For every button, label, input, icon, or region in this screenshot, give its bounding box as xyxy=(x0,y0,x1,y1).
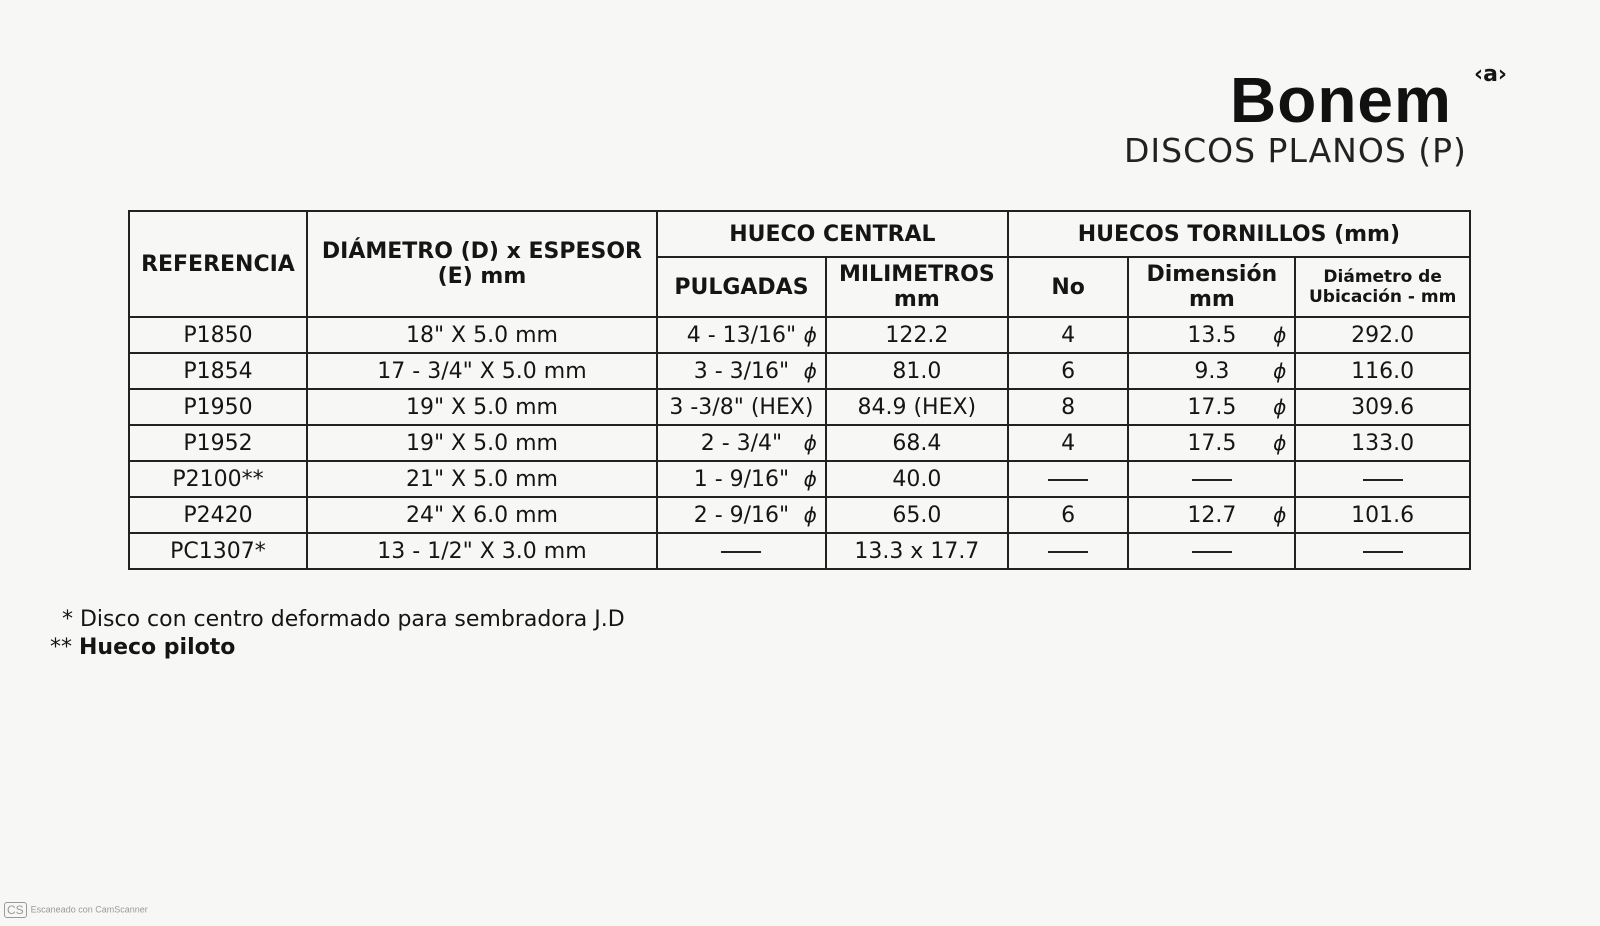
footnote-2-text: Hueco piloto xyxy=(79,635,236,660)
cell-pulgadas-value: 2 - 3/4" xyxy=(700,430,783,456)
cell-referencia-value: P1850 xyxy=(183,322,253,348)
table-row xyxy=(129,533,1470,569)
cell-no xyxy=(1008,389,1129,425)
header-dimension: Dimensión mm xyxy=(1128,257,1295,317)
cell-milimetros xyxy=(826,353,1008,389)
table-row xyxy=(129,317,1470,353)
cell-ubicacion-value: 309.6 xyxy=(1351,394,1415,420)
cell-referencia xyxy=(129,353,307,389)
cell-diametro xyxy=(307,497,657,533)
header-diametro: DIÁMETRO (D) x ESPESOR (E) mm xyxy=(307,211,657,317)
spec-table xyxy=(128,210,1471,570)
header-no: No xyxy=(1008,257,1129,317)
cell-milimetros-value: 40.0 xyxy=(892,466,942,492)
brand-logo: Bonem xyxy=(1230,64,1452,136)
cell-diametro xyxy=(307,425,657,461)
table-row xyxy=(129,389,1470,425)
cell-pulgadas xyxy=(657,533,826,569)
cell-diametro xyxy=(307,533,657,569)
diameter-symbol-icon: ϕ xyxy=(803,503,817,527)
cell-ubicacion xyxy=(1295,425,1470,461)
cell-dimension-value: 9.3 xyxy=(1194,358,1230,384)
empty-dash xyxy=(1192,551,1232,553)
cell-pulgadas xyxy=(657,425,826,461)
cell-referencia xyxy=(129,533,307,569)
cell-ubicacion xyxy=(1295,389,1470,425)
cell-dimension xyxy=(1128,461,1295,497)
cell-no xyxy=(1008,497,1129,533)
cell-diametro-value: 19" X 5.0 mm xyxy=(405,394,558,420)
cell-no-value: 4 xyxy=(1061,430,1076,456)
cell-ubicacion xyxy=(1295,533,1470,569)
cell-ubicacion-value: 116.0 xyxy=(1351,358,1415,384)
footnote-2 xyxy=(50,634,625,662)
header-huecos-tornillos: HUECOS TORNILLOS (mm) xyxy=(1008,211,1470,257)
cell-referencia-value: P2100** xyxy=(172,466,264,492)
cell-diametro-value: 24" X 6.0 mm xyxy=(405,502,558,528)
cell-diametro-value: 17 - 3/4" X 5.0 mm xyxy=(377,358,587,384)
cell-pulgadas xyxy=(657,461,826,497)
diameter-symbol-icon: ϕ xyxy=(1273,323,1287,347)
cell-referencia xyxy=(129,497,307,533)
cell-referencia-value: P1950 xyxy=(183,394,253,420)
diameter-symbol-icon: ϕ xyxy=(1273,395,1287,419)
cell-referencia xyxy=(129,425,307,461)
cell-pulgadas-value: 2 - 9/16" xyxy=(693,502,790,528)
cell-milimetros-value: 84.9 (HEX) xyxy=(857,394,977,420)
empty-dash xyxy=(1363,479,1403,481)
cell-milimetros-value: 122.2 xyxy=(885,322,949,348)
header-milimetros: MILIMETROS mm xyxy=(826,257,1008,317)
header-referencia: REFERENCIA xyxy=(129,211,307,317)
cell-pulgadas xyxy=(657,389,826,425)
footnotes xyxy=(50,606,625,662)
cell-no xyxy=(1008,461,1129,497)
diameter-symbol-icon: ϕ xyxy=(803,467,817,491)
empty-dash xyxy=(1048,479,1088,481)
cell-ubicacion xyxy=(1295,353,1470,389)
cell-pulgadas xyxy=(657,353,826,389)
cell-milimetros-value: 65.0 xyxy=(892,502,942,528)
cell-dimension xyxy=(1128,389,1295,425)
cell-no-value: 6 xyxy=(1061,502,1076,528)
cell-milimetros xyxy=(826,533,1008,569)
cell-referencia-value: PC1307* xyxy=(170,538,266,564)
cell-diametro-value: 21" X 5.0 mm xyxy=(405,466,558,492)
footnote-1: * Disco con centro deformado para sembradora J.D xyxy=(62,607,625,632)
cell-referencia-value: P1952 xyxy=(183,430,253,456)
cell-dimension-value: 13.5 xyxy=(1187,322,1237,348)
cell-pulgadas xyxy=(657,317,826,353)
cell-no xyxy=(1008,317,1129,353)
cell-pulgadas-value: 3 - 3/16" xyxy=(693,358,790,384)
header-diametro-ubicacion: Diámetro de Ubicación - mm xyxy=(1295,257,1470,317)
cell-milimetros xyxy=(826,317,1008,353)
diameter-symbol-icon: ϕ xyxy=(803,431,817,455)
cell-dimension-value: 17.5 xyxy=(1187,430,1237,456)
cell-diametro-value: 13 - 1/2" X 3.0 mm xyxy=(377,538,587,564)
header-hueco-central: HUECO CENTRAL xyxy=(657,211,1008,257)
cell-referencia xyxy=(129,389,307,425)
cell-dimension xyxy=(1128,533,1295,569)
footnote-2-mark: ** xyxy=(50,635,72,660)
empty-dash xyxy=(1192,479,1232,481)
cell-diametro xyxy=(307,353,657,389)
table-row xyxy=(129,497,1470,533)
cell-no-value: 6 xyxy=(1061,358,1076,384)
cell-referencia-value: P1854 xyxy=(183,358,253,384)
empty-dash xyxy=(1048,551,1088,553)
cell-milimetros xyxy=(826,497,1008,533)
cell-diametro-value: 18" X 5.0 mm xyxy=(405,322,558,348)
cell-pulgadas-value: 4 - 13/16" xyxy=(686,322,797,348)
cell-pulgadas xyxy=(657,497,826,533)
brand-mark-icon: ‹a› xyxy=(1474,62,1507,87)
cell-ubicacion-value: 101.6 xyxy=(1351,502,1415,528)
cell-diametro xyxy=(307,389,657,425)
table-row xyxy=(129,425,1470,461)
cell-dimension-value: 12.7 xyxy=(1187,502,1237,528)
diameter-symbol-icon: ϕ xyxy=(1273,503,1287,527)
empty-dash xyxy=(1363,551,1403,553)
cell-ubicacion-value: 133.0 xyxy=(1351,430,1415,456)
cell-ubicacion-value: 292.0 xyxy=(1351,322,1415,348)
table-row xyxy=(129,461,1470,497)
cell-dimension xyxy=(1128,317,1295,353)
cell-pulgadas-value: 1 - 9/16" xyxy=(693,466,790,492)
scanner-watermark xyxy=(4,902,148,918)
cell-ubicacion xyxy=(1295,497,1470,533)
cell-ubicacion xyxy=(1295,461,1470,497)
cell-no-value: 8 xyxy=(1061,394,1076,420)
scanner-text: Escaneado con CamScanner xyxy=(30,904,148,915)
cell-no-value: 4 xyxy=(1061,322,1076,348)
cell-referencia xyxy=(129,317,307,353)
camscanner-icon: CS xyxy=(4,902,27,918)
diameter-symbol-icon: ϕ xyxy=(803,323,817,347)
diameter-symbol-icon: ϕ xyxy=(803,359,817,383)
cell-ubicacion xyxy=(1295,317,1470,353)
cell-referencia xyxy=(129,461,307,497)
cell-milimetros-value: 13.3 x 17.7 xyxy=(854,538,980,564)
cell-milimetros-value: 81.0 xyxy=(892,358,942,384)
cell-dimension xyxy=(1128,497,1295,533)
cell-no xyxy=(1008,353,1129,389)
diameter-symbol-icon: ϕ xyxy=(1273,431,1287,455)
cell-milimetros xyxy=(826,425,1008,461)
empty-dash xyxy=(721,551,761,553)
cell-no xyxy=(1008,533,1129,569)
cell-milimetros xyxy=(826,389,1008,425)
cell-diametro xyxy=(307,317,657,353)
cell-diametro xyxy=(307,461,657,497)
cell-milimetros xyxy=(826,461,1008,497)
cell-milimetros-value: 68.4 xyxy=(892,430,942,456)
cell-pulgadas-value: 3 -3/8" (HEX) xyxy=(669,394,814,420)
cell-dimension xyxy=(1128,425,1295,461)
table-row xyxy=(129,353,1470,389)
cell-no xyxy=(1008,425,1129,461)
cell-diametro-value: 19" X 5.0 mm xyxy=(405,430,558,456)
cell-dimension xyxy=(1128,353,1295,389)
header-pulgadas: PULGADAS xyxy=(657,257,826,317)
cell-dimension-value: 17.5 xyxy=(1187,394,1237,420)
cell-referencia-value: P2420 xyxy=(183,502,253,528)
diameter-symbol-icon: ϕ xyxy=(1273,359,1287,383)
page-subtitle: DISCOS PLANOS (P) xyxy=(1124,131,1467,170)
